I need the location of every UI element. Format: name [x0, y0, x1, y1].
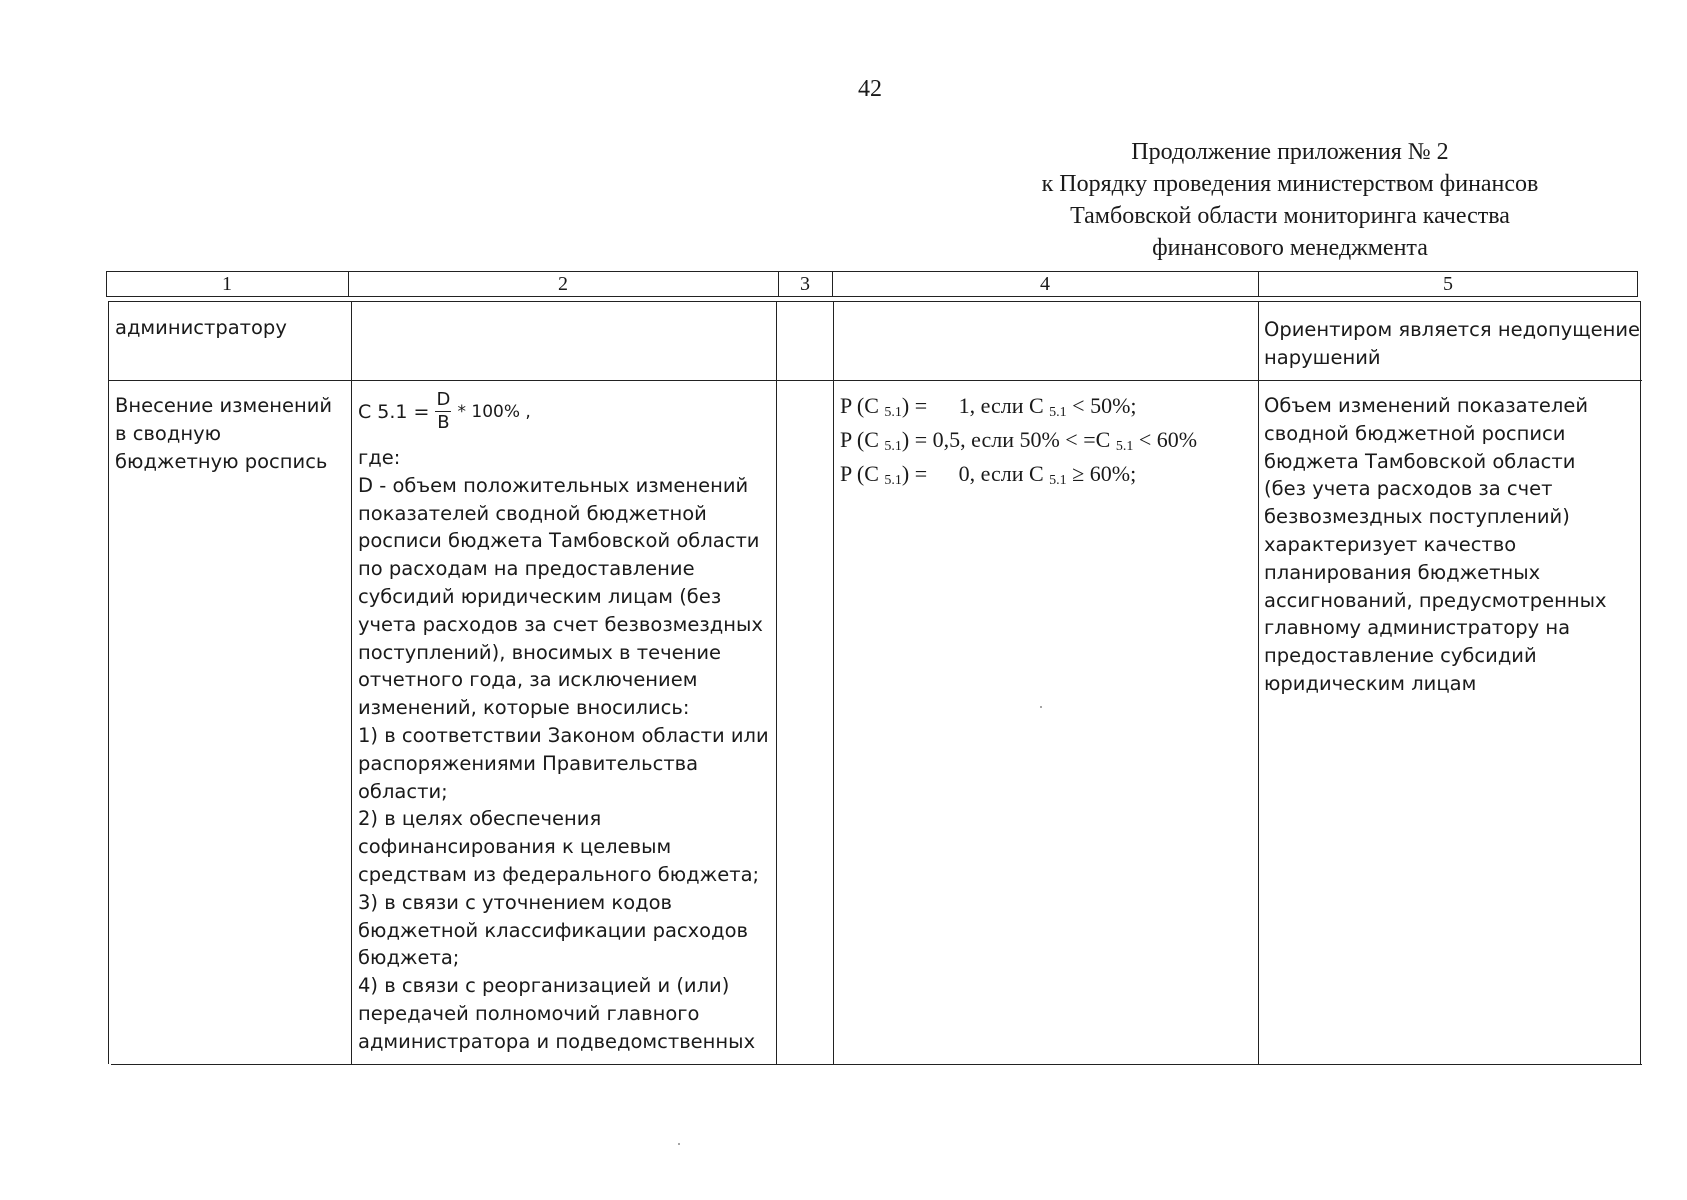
row2-col5-line: ассигнований, предусмотренных — [1264, 588, 1607, 612]
row2-col2-line: учета расходов за счет безвозмездных — [358, 612, 763, 636]
row2-col5-line: юридическим лицам — [1264, 671, 1477, 695]
formula-denominator: B — [437, 412, 450, 433]
indicator-formula — [358, 390, 531, 433]
row2-col2-line: поступлений), вносимых в течение — [358, 640, 722, 664]
formula-numerator: D — [436, 389, 451, 410]
row2-col5-line: (без учета расходов за счет — [1264, 477, 1553, 501]
row2-col2-line: бюджета; — [358, 946, 460, 970]
row2-col2-line: росписи бюджета Тамбовской области — [358, 529, 760, 553]
row1-col1-text: администратору — [115, 316, 287, 339]
row2-col5-line: планирования бюджетных — [1264, 560, 1541, 584]
row2-col1-line: в сводную — [115, 421, 222, 445]
formula-rhs: * 100% , — [457, 401, 531, 422]
row2-col2-line: по расходам на предоставление — [358, 557, 695, 581]
appendix-header-line-3: Тамбовской области мониторинга качества — [1070, 203, 1510, 229]
row2-col5-line: Объем изменений показателей — [1264, 394, 1589, 417]
column-border — [776, 301, 777, 1064]
column-border — [108, 301, 109, 1064]
row2-col2-line: передачей полномочий главного — [358, 1001, 700, 1025]
row2-col2-line: 3) в связи с уточнением кодов — [358, 890, 673, 914]
row2-col2-line: изменений, которые вносились: — [358, 696, 690, 720]
row2-col5-line: главному администратору на — [1264, 616, 1571, 640]
row1-col5-line: Ориентиром является недопущение — [1264, 318, 1641, 341]
row2-col2-line: администратора и подведомственных — [358, 1029, 756, 1053]
column-border — [1640, 301, 1641, 1064]
appendix-header-line-4: финансового менеджмента — [1152, 235, 1428, 261]
row2-col5-line: характеризует качество — [1264, 532, 1517, 556]
row2-col2-line: D - объем положительных изменений — [358, 473, 749, 497]
page-number: 42 — [858, 76, 882, 102]
column-number-5: 5 — [1443, 273, 1453, 295]
row-border — [108, 301, 1640, 302]
row-border — [108, 380, 1642, 381]
formula-fraction — [435, 390, 451, 433]
row2-col1-text — [115, 392, 332, 475]
row2-col2-line: где: — [358, 446, 401, 469]
row2-col2-line: распоряжениями Правительства — [358, 751, 699, 775]
column-border — [351, 301, 352, 1064]
row2-col5-line: безвозмездных поступлений) — [1264, 505, 1570, 529]
row2-col5-line: бюджета Тамбовской области — [1264, 449, 1576, 473]
row2-col5-line: сводной бюджетной росписи — [1264, 421, 1566, 445]
row2-col5-line: предоставление субсидий — [1264, 644, 1537, 668]
row2-col2-line: показателей сводной бюджетной — [358, 501, 707, 525]
row2-col2-line: софинансирования к целевым — [358, 835, 672, 859]
column-border — [833, 301, 834, 1064]
row2-col2-line: 1) в соответствии Законом области или — [358, 723, 769, 747]
scoring-rule: P (C $_{5.1}$) = 0, если С $_{5.1}$ ≥ 60%; — [840, 461, 1137, 488]
appendix-header-line-2: к Порядку проведения министерством финансов — [1041, 171, 1539, 197]
scoring-rule: P (C $_{5.1}$) = 0,5, если 50% < =С $_{5.1}$ < 60% — [840, 427, 1198, 454]
row2-col2-line: отчетного года, за исключением — [358, 668, 698, 692]
row2-col5-text — [1264, 392, 1607, 698]
row2-col1-line: бюджетную роспись — [115, 449, 328, 473]
row1-col5-line: нарушений — [1264, 345, 1381, 369]
scoring-rule: P (C $_{5.1}$) = 1, если С $_{5.1}$ < 50%; — [840, 393, 1137, 420]
row2-col2-text — [358, 444, 769, 1056]
row-border — [111, 1064, 1642, 1065]
scan-speck — [1040, 706, 1042, 708]
column-number-2: 2 — [558, 273, 568, 295]
row2-col4-scoring — [840, 392, 1197, 494]
scan-speck — [678, 1143, 680, 1145]
appendix-header — [970, 136, 1610, 264]
row2-col2-line: области; — [358, 779, 448, 803]
row2-col2-line: 2) в целях обеспечения — [358, 807, 602, 831]
row2-col2-line: бюджетной классификации расходов — [358, 918, 749, 942]
row2-col2-line: средствам из федерального бюджета; — [358, 862, 760, 886]
row2-col1-line: Внесение изменений — [115, 394, 333, 417]
row2-col2-line: субсидий юридическим лицам (без — [358, 584, 722, 608]
column-number-3: 3 — [800, 273, 810, 295]
column-number-4: 4 — [1040, 273, 1050, 295]
formula-lhs: C 5.1 = — [358, 400, 430, 423]
column-number-1: 1 — [222, 273, 232, 295]
appendix-header-line-1: Продолжение приложения № 2 — [1131, 139, 1449, 165]
row1-col5-text — [1264, 316, 1640, 372]
column-border — [1258, 301, 1259, 1064]
row2-col2-line: 4) в связи с реорганизацией и (или) — [358, 974, 730, 998]
